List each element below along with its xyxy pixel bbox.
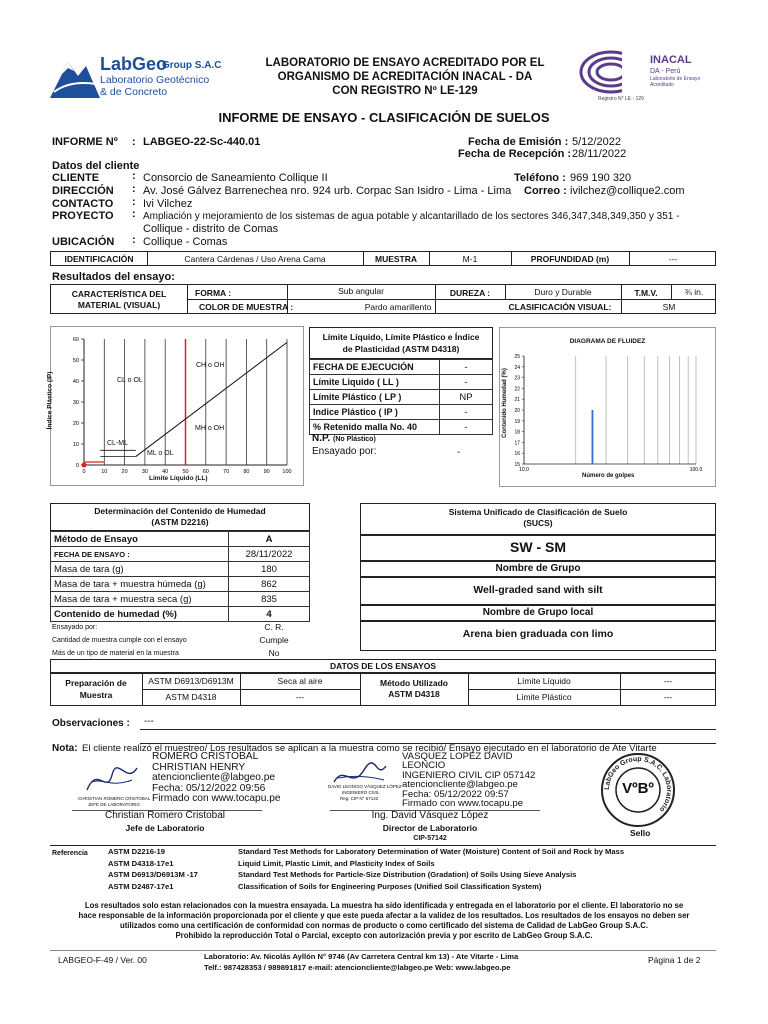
plasticity-ylabel: Índice Plástico (IP) <box>46 371 54 430</box>
fluidity-y-tick: 18 <box>514 429 520 436</box>
reference-desc: Standard Test Methods for Particle-Size Distribution (Gradation) of Soils Using Sieve Analysis <box>238 870 577 879</box>
mas-label: Más de un tipo de material en la muestra <box>52 650 179 657</box>
zone-cl-ol: CL o OL <box>117 377 143 384</box>
datos-cliente-heading: Datos del cliente <box>52 160 140 172</box>
limits-table <box>309 359 493 435</box>
reference-desc: Classification of Soils for Engineering Purposes (Unified Soil Classification System) <box>238 881 542 891</box>
inacal-logo <box>578 50 701 102</box>
seal-text: VºBº <box>622 780 654 797</box>
inacal-name: INACAL <box>650 54 692 66</box>
zone-ml-ol: ML o OL <box>147 450 174 457</box>
reference-row <box>108 847 718 859</box>
muestra-label: MUESTRA <box>374 254 418 264</box>
logo-brand: LabGeo <box>100 54 168 74</box>
correo-label: Correo : <box>524 185 567 197</box>
limits-row <box>310 405 493 420</box>
plasticity-x-tick: 100 <box>282 469 292 475</box>
grupo-value: Well-graded sand with silt <box>473 584 603 596</box>
humidity-row <box>51 592 310 607</box>
labgeo-logo <box>50 52 230 100</box>
datos-ensayos-panel <box>50 659 716 707</box>
identification-row <box>50 251 716 266</box>
fluidity-y-tick: 23 <box>514 375 520 382</box>
identificacion-value: Cantera Cárdenas / Uso Arena Cama <box>184 254 326 264</box>
logo-line2: & de Concreto <box>100 86 168 98</box>
local-value: Arena bien graduada con limo <box>462 628 614 640</box>
direccion-label: DIRECCIÓN <box>52 185 114 197</box>
reference-row <box>108 882 718 894</box>
left-digital-signature: ROMERO CRISTOBAL CHRISTIAN HENRY atencioncliente@labgeo.pe Fecha: 05/12/2022 09:56 Firmado con www.tocapu.pe <box>152 751 281 804</box>
informe-value: LABGEO-22-Sc-440.01 <box>143 136 261 148</box>
plasticity-y-tick: 40 <box>72 379 79 385</box>
local-label: Nombre de Grupo local <box>482 607 594 618</box>
mid-small-1: DAVID LEONCIO VÁSQUEZ LÓPEZ <box>328 784 402 789</box>
fluidity-y-tick: 21 <box>514 397 520 404</box>
humidity-row-label: Método de Ensayo <box>51 532 229 547</box>
plasticity-x-tick: 70 <box>223 469 230 475</box>
fluidity-chart-svg <box>500 328 715 486</box>
fluidity-y-tick: 16 <box>514 451 520 458</box>
plasticity-xlabel: Límite Líquido (LL) <box>149 475 208 482</box>
forma-label: FORMA : <box>195 288 232 298</box>
cliente-colon: : <box>132 170 136 182</box>
identificacion-label: IDENTIFICACIÓN <box>64 254 134 264</box>
limits-ensayado-label: Ensayado por: <box>312 446 377 457</box>
limits-row-value: - <box>440 360 493 375</box>
humidity-panel <box>50 503 310 663</box>
fluidity-x-tick: 10.0 <box>519 467 529 473</box>
observaciones-label: Observaciones : <box>52 718 130 729</box>
humidity-row-label: FECHA DE ENSAYO : <box>51 547 229 562</box>
ll-value: --- <box>663 676 673 686</box>
mountain-icon <box>50 54 100 98</box>
clasif-label: CLASIFICACIÓN VISUAL: <box>508 302 612 312</box>
left-small-2: JEFE DE LABORATORIO <box>88 802 140 807</box>
dureza-label: DUREZA : <box>449 288 491 298</box>
caract-label-1: CARACTERÍSTICA DEL <box>71 289 167 299</box>
plasticity-y-tick: 0 <box>75 463 79 469</box>
emision-label: Fecha de Emisión : <box>468 136 569 148</box>
sucs-title-1: Sistema Unificado de Clasificación de Suelo <box>448 507 628 517</box>
mid-small-2: INGENIERO CIVIL <box>342 790 380 795</box>
humidity-table <box>50 531 310 622</box>
emision-value: 5/12/2022 <box>572 136 621 148</box>
reference-desc: Liquid Limit, Plastic Limit, and Plasticity Index of Soils <box>238 858 435 868</box>
prep-label-2: Muestra <box>79 690 113 700</box>
cantidad-label: Cantidad de muestra cumple con el ensayo <box>52 637 187 644</box>
muestra-value: M-1 <box>462 254 478 264</box>
informe-colon: : <box>132 136 136 148</box>
limits-title-2: de Plasticidad (ASTM D4318) <box>342 344 460 354</box>
sucs-title-2: (SUCS) <box>523 518 553 528</box>
lab-title: LABORATORIO DE ENSAYO ACREDITADO POR EL ORGANISMO DE ACREDITACIÓN INACAL - DA CON REGISTRO Nº LE-129 <box>265 57 545 97</box>
tmv-label: T.M.V. <box>634 288 658 298</box>
humidity-row <box>51 607 310 622</box>
humidity-row <box>51 547 310 562</box>
limits-row-label: Límite Liquido ( LL ) <box>310 375 440 390</box>
inacal-sub1: DA - Perú <box>650 68 681 75</box>
plasticity-y-tick: 60 <box>72 337 79 343</box>
plasticity-y-tick: 20 <box>72 421 79 427</box>
proyecto-value-2: Collique - distrito de Comas <box>143 223 279 235</box>
ubicacion-label: UBICACIÓN <box>52 236 115 248</box>
humidity-title-2: (ASTM D2216) <box>151 517 209 527</box>
direccion-colon: : <box>132 183 136 195</box>
observaciones-line-1 <box>140 729 716 730</box>
left-signer-name: Christian Romero Cristobal <box>104 810 226 821</box>
mid-small-3: Reg. CIP N° 57142 <box>340 796 379 801</box>
sucs-symbol: SW - SM <box>510 539 566 555</box>
profundidad-label: PROFUNDIDAD (m) <box>530 254 610 264</box>
limits-row-value: - <box>440 405 493 420</box>
plasticity-x-tick: 60 <box>202 469 209 475</box>
mid-signer-role: Director de Laboratorio <box>382 823 478 833</box>
limits-row-value: - <box>440 420 493 435</box>
plasticity-x-tick: 90 <box>263 469 270 475</box>
contacto-label: CONTACTO <box>52 198 114 210</box>
plasticity-y-tick: 50 <box>72 358 79 364</box>
limits-row-value: NP <box>440 390 493 405</box>
color-label: COLOR DE MUESTRA : <box>199 302 294 312</box>
fluidity-y-tick: 17 <box>514 440 520 447</box>
prep-label-1: Preparación de <box>65 678 127 688</box>
color-value: Pardo amarillento <box>364 302 432 312</box>
fluidity-chart <box>499 327 716 487</box>
ubicacion-value: Collique - Comas <box>143 236 228 248</box>
plasticity-y-tick: 10 <box>72 442 79 448</box>
fluidity-x-tick: 100.0 <box>689 467 703 473</box>
reference-desc: Standard Test Methods for Laboratory Determination of Water (Moisture) Content of Soil and Rock by Mass <box>238 847 625 856</box>
nota-label: Nota: <box>52 743 78 754</box>
plasticity-chart <box>46 326 304 486</box>
telefono-value: 969 190 320 <box>570 172 632 184</box>
humidity-row-label: Masa de tara + muestra seca (g) <box>51 592 229 607</box>
np-label: N.P. <box>312 433 331 444</box>
fluidity-y-tick: 22 <box>514 386 520 393</box>
references-label: Referencia <box>52 850 88 857</box>
contacto-value: Ivi Vilchez <box>143 198 193 210</box>
lp-label: Límite Plástico <box>516 692 572 702</box>
datos-ensayos-title: DATOS DE LOS ENSAYOS <box>329 661 437 671</box>
reference-code: ASTM D6913/D6913M -17 <box>108 870 198 879</box>
form-code: LABGEO-F-49 / Ver. 00 <box>58 955 147 965</box>
fluidity-xlabel: Número de golpes <box>582 473 635 479</box>
metodo-value: ASTM D4318 <box>388 689 440 699</box>
mas-value: No <box>268 648 280 658</box>
humidity-row-value: 862 <box>229 577 310 592</box>
inacal-sub3: Acreditado <box>650 82 674 88</box>
lab-seal <box>600 752 676 828</box>
limits-row <box>310 390 493 405</box>
cantidad-value: Cumple <box>259 635 289 645</box>
reference-code: ASTM D2487-17e1 <box>108 881 174 891</box>
forma-value: Sub angular <box>338 286 384 296</box>
resultados-title: Resultados del ensayo: <box>52 271 175 283</box>
fluidity-ylabel: Contenido Humedad (%) <box>501 368 508 438</box>
reference-code: ASTM D4318-17e1 <box>108 858 174 868</box>
recepcion-value: 28/11/2022 <box>572 148 627 160</box>
recepcion-label: Fecha de Recepción : <box>458 148 572 160</box>
norm1-value: Seca al aire <box>277 676 323 686</box>
humidity-row-value: 835 <box>229 592 310 607</box>
inacal-sub2: Laboratorio de Ensayo <box>650 76 701 82</box>
humidity-row <box>51 532 310 547</box>
plasticity-x-tick: 30 <box>141 469 148 475</box>
inacal-registry: Registro N° LE - 129 <box>598 96 644 102</box>
proyecto-label: PROYECTO <box>52 210 114 222</box>
plasticity-x-tick: 50 <box>182 469 189 475</box>
fluidity-y-tick: 20 <box>514 408 520 414</box>
humidity-title-1: Determinación del Contenido de Humedad <box>94 506 266 516</box>
limits-row <box>310 420 493 435</box>
plasticity-x-tick: 20 <box>121 469 128 475</box>
plasticity-chart-svg <box>51 327 303 485</box>
fluidity-y-tick: 15 <box>514 462 520 468</box>
humidity-row-value: 180 <box>229 562 310 577</box>
report-title: INFORME DE ENSAYO - CLASIFICACIÓN DE SUELOS <box>218 110 550 125</box>
disclaimer: Los resultados solo estan relacionados con la muestra ensayada. La muestra ha sido identificada y entregada en el laboratorio por el cliente. El laboratorio no se hace responsable de la información proporcionada por el cliente y que este pueda afectar a la validez de los resultados. Los resultados de los ensayos no deben ser utilizados como una certificación de conformidad con normas de producto o como certificado del sistema de Calidad de LabGeo Group S.A.C. Prohibido la reproducción Total o Parcial, excepto con autorización previa y por escrito de LabGeo Group S.A.C. <box>78 901 690 940</box>
limits-title-1: Límite Líquido, Límite Plástico e Índice <box>322 332 480 342</box>
informe-label: INFORME Nº <box>52 136 118 148</box>
humidity-row-value: A <box>229 532 310 547</box>
sucs-panel <box>360 503 716 648</box>
zone-mh-oh: MH o OH <box>195 425 225 432</box>
norm1-label: ASTM D6913/D6913M <box>148 676 234 686</box>
footer-address-2: Telf.: 987428353 / 989891817 e-mail: atencioncliente@labgeo.pe Web: www.labgeo.pe <box>204 963 511 972</box>
dureza-value: Duro y Durable <box>534 287 592 297</box>
mid-digital-signature: VASQUEZ LOPEZ DAVID LEONCIO INGENIERO CIVIL CIP 057142 atencioncliente@labgeo.pe Fecha: 05/12/2022 09:57 Firmado con www.tocapu.pe <box>402 751 536 810</box>
humidity-row-label: Contenido de humedad (%) <box>51 607 229 622</box>
nota-text: El cliente realizó el muestreo/ Los resultados se aplican a la muestra como se recibió/ Ensayo ejecutado en el laboratorio de Ate Vitarte <box>82 743 657 754</box>
humidity-ensayado-label: Ensayado por: <box>52 624 98 631</box>
humidity-row <box>51 577 310 592</box>
humidity-row-label: Masa de tara (g) <box>51 562 229 577</box>
logo-group: Group S.A.C <box>162 60 222 71</box>
observaciones-value: --- <box>144 716 154 727</box>
limits-row-value: - <box>440 375 493 390</box>
limits-ensayado-value: - <box>457 447 461 458</box>
signature-left-icon <box>82 760 142 800</box>
tmv-value: ¾ in. <box>684 287 704 297</box>
reference-row <box>108 870 718 882</box>
inacal-emblem-icon <box>578 50 644 94</box>
seal-label: Sello <box>630 828 651 838</box>
grupo-label: Nombre de Grupo <box>495 563 581 574</box>
limits-row <box>310 375 493 390</box>
material-characteristics <box>50 284 716 314</box>
norm2-value: --- <box>295 692 305 702</box>
humidity-row <box>51 562 310 577</box>
reference-code: ASTM D2216-19 <box>108 847 165 856</box>
profundidad-value: --- <box>668 254 678 264</box>
fluidity-y-tick: 19 <box>514 418 520 425</box>
lp-value: --- <box>663 692 673 702</box>
plasticity-y-tick: 30 <box>72 400 79 406</box>
zone-cl-ml: CL-ML <box>107 440 129 447</box>
mid-signer-name: Ing. David Vásquez López <box>371 810 489 821</box>
caract-label-2: MATERIAL (VISUAL) <box>77 300 161 310</box>
limits-row-label: Límite Plástico ( LP ) <box>310 390 440 405</box>
references-list <box>108 847 718 893</box>
logo-line1: Laboratorio Geotécnico <box>100 74 210 86</box>
fluidity-y-tick: 25 <box>514 354 520 360</box>
page-number: Página 1 de 2 <box>648 955 701 965</box>
limits-row <box>310 360 493 375</box>
ubicacion-colon: : <box>132 234 136 246</box>
plasticity-x-tick: 40 <box>162 469 169 475</box>
plasticity-a-line <box>136 342 287 456</box>
ll-label: Límite Líquido <box>517 676 571 686</box>
proyecto-colon: : <box>132 208 136 220</box>
plasticity-x-tick: 0 <box>82 469 86 475</box>
limits-row-label: FECHA DE EJECUCIÓN <box>310 360 440 375</box>
plasticity-x-tick: 80 <box>243 469 250 475</box>
svg-text:LabGeo Group S.A.C. Laboratori: LabGeo Group S.A.C. Laboratorio <box>603 755 673 813</box>
mid-signer-cip: CIP-57142 <box>413 835 447 842</box>
limits-row-label: Indice Plástico ( IP ) <box>310 405 440 420</box>
metodo-label: Método Utilizado <box>380 678 448 688</box>
cliente-value: Consorcio de Saneamiento Collique II <box>143 172 328 184</box>
reference-row <box>108 859 718 871</box>
telefono-label: Teléfono : <box>514 172 566 184</box>
proyecto-value-1: Ampliación y mejoramiento de los sistemas de agua potable y alcantarillado de los sectores 346,347,348,349,350 y 351 - <box>143 211 680 222</box>
clasif-value: SM <box>662 302 676 312</box>
correo-value: ivilchez@collique2.com <box>570 185 685 197</box>
humidity-row-label: Masa de tara + muestra húmeda (g) <box>51 577 229 592</box>
plasticity-x-tick: 10 <box>101 469 108 475</box>
cliente-label: CLIENTE <box>52 172 100 184</box>
direccion-value: Av. José Gálvez Barrenechea nro. 924 urb. Corpac San Isidro - Lima - Lima <box>143 185 512 197</box>
left-small-1: CHRISTIAN ROMERO CRISTOBAL <box>78 796 151 801</box>
humidity-row-value: 4 <box>229 607 310 622</box>
humidity-row-value: 28/11/2022 <box>229 547 310 562</box>
left-signer-role: Jefe de Laboratorio <box>125 823 205 833</box>
limits-row-label: % Retenido malla No. 40 <box>310 420 440 435</box>
fluidity-y-tick: 24 <box>514 364 520 371</box>
contacto-colon: : <box>132 196 136 208</box>
zone-ch-oh: CH o OH <box>196 362 225 369</box>
humidity-ensayado-value: C. R. <box>264 622 284 632</box>
limits-panel <box>309 327 493 467</box>
footer-address-1: Laboratorio: Av. Nicolás Ayllón N° 9746 (Av Carretera Central km 13) - Ate Vitarte - Lima <box>204 952 519 961</box>
np-note: (No Plástico) <box>333 436 376 443</box>
fluidity-title: DIAGRAMA DE FLUIDEZ <box>569 338 646 345</box>
norm2-label: ASTM D4318 <box>165 692 217 702</box>
plasticity-sample-point <box>82 463 87 468</box>
